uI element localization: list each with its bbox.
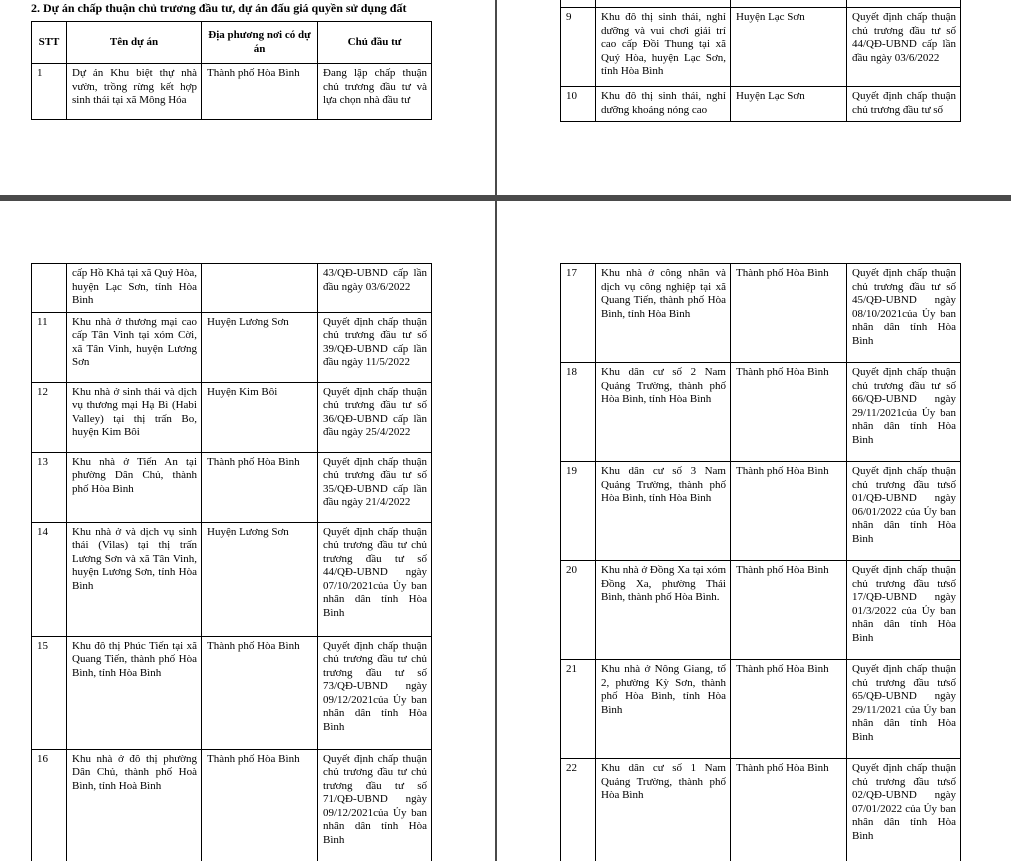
investor-cell: Đang lập chấp thuận chủ trương đầu tư và lựa chọn nhà đầu tư (318, 64, 432, 120)
investor-cell: 43/QĐ-UBND cấp lần đầu ngày 03/6/2022 (318, 264, 432, 313)
project-table-2 (560, 0, 961, 122)
page-top-left (0, 0, 495, 195)
stt-cell: 13 (32, 452, 67, 522)
location-cell: Thành phố Hòa Bình (731, 660, 847, 759)
project-name-cell: cấp Hồ Khả tại xã Quý Hòa, huyện Lạc Sơn, tỉnh Hòa Bình (67, 264, 202, 313)
table-row (561, 759, 961, 861)
location-cell: Huyện Lương Sơn (202, 312, 318, 382)
location-cell: Huyện Lạc Sơn (731, 87, 847, 122)
stt-cell: 14 (32, 522, 67, 636)
stt-cell: 19 (561, 462, 596, 561)
stt-cell (561, 0, 596, 8)
table-row (32, 264, 432, 313)
table-row (32, 522, 432, 636)
project-name-cell: Khu dân cư số 3 Nam Quảng Trường, thành phố Hòa Bình, tỉnh Hòa Bình (596, 462, 731, 561)
stt-cell: 21 (561, 660, 596, 759)
project-name-cell (596, 0, 731, 8)
header-location: Địa phương nơi có dự án (202, 22, 318, 64)
investor-cell: Quyết định chấp thuận chủ trương đầu tưsố 17/QĐ-UBND ngày 01/3/2022 của Ủy ban nhân dân tỉnh Hòa Bình (847, 561, 961, 660)
location-cell: Huyện Lương Sơn (202, 522, 318, 636)
project-table-1 (31, 21, 432, 120)
location-cell: Thành phố Hòa Bình (731, 363, 847, 462)
investor-cell: Quyết định chấp thuận chủ trương đầu tư chủ trương đầu tư số 71/QĐ-UBND ngày 09/12/2021của Ủy ban nhân dân tỉnh Hòa Bình (318, 749, 432, 861)
investor-cell: Quyết định chấp thuận chủ trương đầu tư số 45/QĐ-UBND ngày 08/10/2021của Ủy ban nhân dân tỉnh Hòa Bình (847, 264, 961, 363)
project-name-cell: Khu dân cư số 2 Nam Quảng Trường, thành phố Hòa Bình, tỉnh Hòa Bình (596, 363, 731, 462)
stt-cell: 22 (561, 759, 596, 861)
stt-cell: 15 (32, 636, 67, 749)
location-cell: Thành phố Hòa Bình (202, 636, 318, 749)
investor-cell: Quyết định chấp thuận chủ trương đầu tư chủ trương đầu tư số 73/QĐ-UBND ngày 09/12/2021của Ủy ban nhân dân tỉnh Hòa Bình (318, 636, 432, 749)
stt-cell: 17 (561, 264, 596, 363)
page-bottom-left (0, 201, 495, 861)
section-title: 2. Dự án chấp thuận chủ trương đầu tư, dự án đấu giá quyền sử dụng đất (31, 1, 407, 15)
project-table-4 (560, 263, 961, 861)
investor-cell: Quyết định chấp thuận chủ trương đầu tư số 39/QĐ-UBND cấp lần đầu ngày 11/5/2022 (318, 312, 432, 382)
header-investor: Chủ đầu tư (318, 22, 432, 64)
investor-cell: Quyết định chấp thuận chủ trương đầu tư chủ trương đầu tư số 44/QĐ-UBND ngày 07/10/2021của Ủy ban nhân dân tỉnh Hòa Bình (318, 522, 432, 636)
project-name-cell: Khu nhà ở sinh thái và dịch vụ thương mại Hạ Bì (Habi Valley) tại thị trấn Bo, huyện Kim Bôi (67, 382, 202, 452)
stt-cell (32, 264, 67, 313)
investor-cell: Quyết định chấp thuận chủ trương đầu tư số 44/QĐ-UBND cấp lần đầu ngày 03/6/2022 (847, 8, 961, 87)
table-row (32, 749, 432, 861)
stt-cell: 18 (561, 363, 596, 462)
header-stt: STT (32, 22, 67, 64)
table-row (561, 0, 961, 8)
project-name-cell: Khu dân cư số 1 Nam Quảng Trường, thành phố Hòa Bình (596, 759, 731, 861)
investor-cell: Quyết định chấp thuận chủ trương đầu tư số 35/QĐ-UBND cấp lần đầu ngày 21/4/2022 (318, 452, 432, 522)
table-row (561, 462, 961, 561)
project-name-cell: Dự án Khu biệt thự nhà vườn, trồng rừng kết hợp sinh thái tại xã Mông Hóa (67, 64, 202, 120)
location-cell (731, 0, 847, 8)
project-name-cell: Khu nhà ở và dịch vụ sinh thái (Vilas) tại thị trấn Lương Sơn và xã Tân Vinh, huyện Lương Sơn, tỉnh Hòa Bình (67, 522, 202, 636)
project-name-cell: Khu nhà ở đô thị phường Dân Chủ, thành phố Hoà Bình, tỉnh Hoà Bình (67, 749, 202, 861)
investor-cell: Quyết định chấp thuận chủ trương đầu tư số (847, 87, 961, 122)
project-name-cell: Khu nhà ở công nhân và dịch vụ công nghiệp tại xã Quang Tiến, thành phố Hòa Bình, tỉnh Hòa Bình (596, 264, 731, 363)
location-cell: Thành phố Hòa Bình (731, 462, 847, 561)
location-cell: Thành phố Hòa Bình (202, 749, 318, 861)
investor-cell: Quyết định chấp thuận chủ trương đầu tưsố 02/QĐ-UBND ngày 07/01/2022 của Ủy ban nhân dân tỉnh Hòa Bình (847, 759, 961, 861)
location-cell: Thành phố Hòa Bình (731, 759, 847, 861)
stt-cell: 9 (561, 8, 596, 87)
table-row (561, 8, 961, 87)
project-name-cell: Khu nhà ở Tiến An tại phường Dân Chủ, thành phố Hòa Bình (67, 452, 202, 522)
investor-cell: Quyết định chấp thuận chủ trương đầu tư số 66/QĐ-UBND ngày 29/11/2021của Ủy ban nhân dân tỉnh Hòa Bình (847, 363, 961, 462)
table-row (561, 87, 961, 122)
location-cell: Thành phố Hòa Bình (731, 561, 847, 660)
table-row (32, 382, 432, 452)
project-name-cell: Khu nhà ở Đồng Xa tại xóm Đồng Xa, phường Thái Bình, thành phố Hòa Bình. (596, 561, 731, 660)
location-cell: Thành phố Hòa Bình (202, 64, 318, 120)
stt-cell: 10 (561, 87, 596, 122)
location-cell: Thành phố Hòa Bình (202, 452, 318, 522)
stt-cell: 12 (32, 382, 67, 452)
stt-cell: 1 (32, 64, 67, 120)
table-row (32, 636, 432, 749)
investor-cell: Quyết định chấp thuận chủ trương đầu tưsố 65/QĐ-UBND ngày 29/11/2021 của Ủy ban nhân dân tỉnh Hòa Bình (847, 660, 961, 759)
project-table-3 (31, 263, 432, 861)
stt-cell: 16 (32, 749, 67, 861)
header-project-name: Tên dự án (67, 22, 202, 64)
project-name-cell: Khu nhà ở thương mại cao cấp Tân Vinh tại xóm Cời, xã Tân Vinh, huyện Lương Sơn (67, 312, 202, 382)
table-row (561, 660, 961, 759)
table-row (561, 264, 961, 363)
project-name-cell: Khu đô thị sinh thái, nghỉ dưỡng khoáng nóng cao (596, 87, 731, 122)
table-row (32, 312, 432, 382)
stt-cell: 20 (561, 561, 596, 660)
table-row (561, 561, 961, 660)
stt-cell: 11 (32, 312, 67, 382)
page-bottom-right (497, 201, 1011, 861)
table-row (32, 64, 432, 120)
project-name-cell: Khu nhà ở Nông Giang, tổ 2, phường Kỳ Sơn, thành phố Hòa Bình, tỉnh Hòa Bình (596, 660, 731, 759)
investor-cell: Quyết định chấp thuận chủ trương đầu tưsố 01/QĐ-UBND ngày 06/01/2022 của Ủy ban nhân dân tỉnh Hòa Bình (847, 462, 961, 561)
investor-cell: Quyết định chấp thuận chủ trương đầu tư số 36/QĐ-UBND cấp lần đầu ngày 25/4/2022 (318, 382, 432, 452)
table-header-row (32, 22, 432, 64)
location-cell: Huyện Lạc Sơn (731, 8, 847, 87)
table-row (561, 363, 961, 462)
page-top-right (497, 0, 1011, 195)
location-cell (202, 264, 318, 313)
location-cell: Thành phố Hòa Bình (731, 264, 847, 363)
project-name-cell: Khu đô thị sinh thái, nghỉ dưỡng và vui chơi giải trí cao cấp Đồi Thung tại xã Quý Hòa, huyện Lạc Sơn, tỉnh Hòa Bình (596, 8, 731, 87)
investor-cell (847, 0, 961, 8)
location-cell: Huyện Kim Bôi (202, 382, 318, 452)
table-row (32, 452, 432, 522)
project-name-cell: Khu đô thị Phúc Tiến tại xã Quang Tiến, thành phố Hòa Bình, tỉnh Hòa Bình (67, 636, 202, 749)
